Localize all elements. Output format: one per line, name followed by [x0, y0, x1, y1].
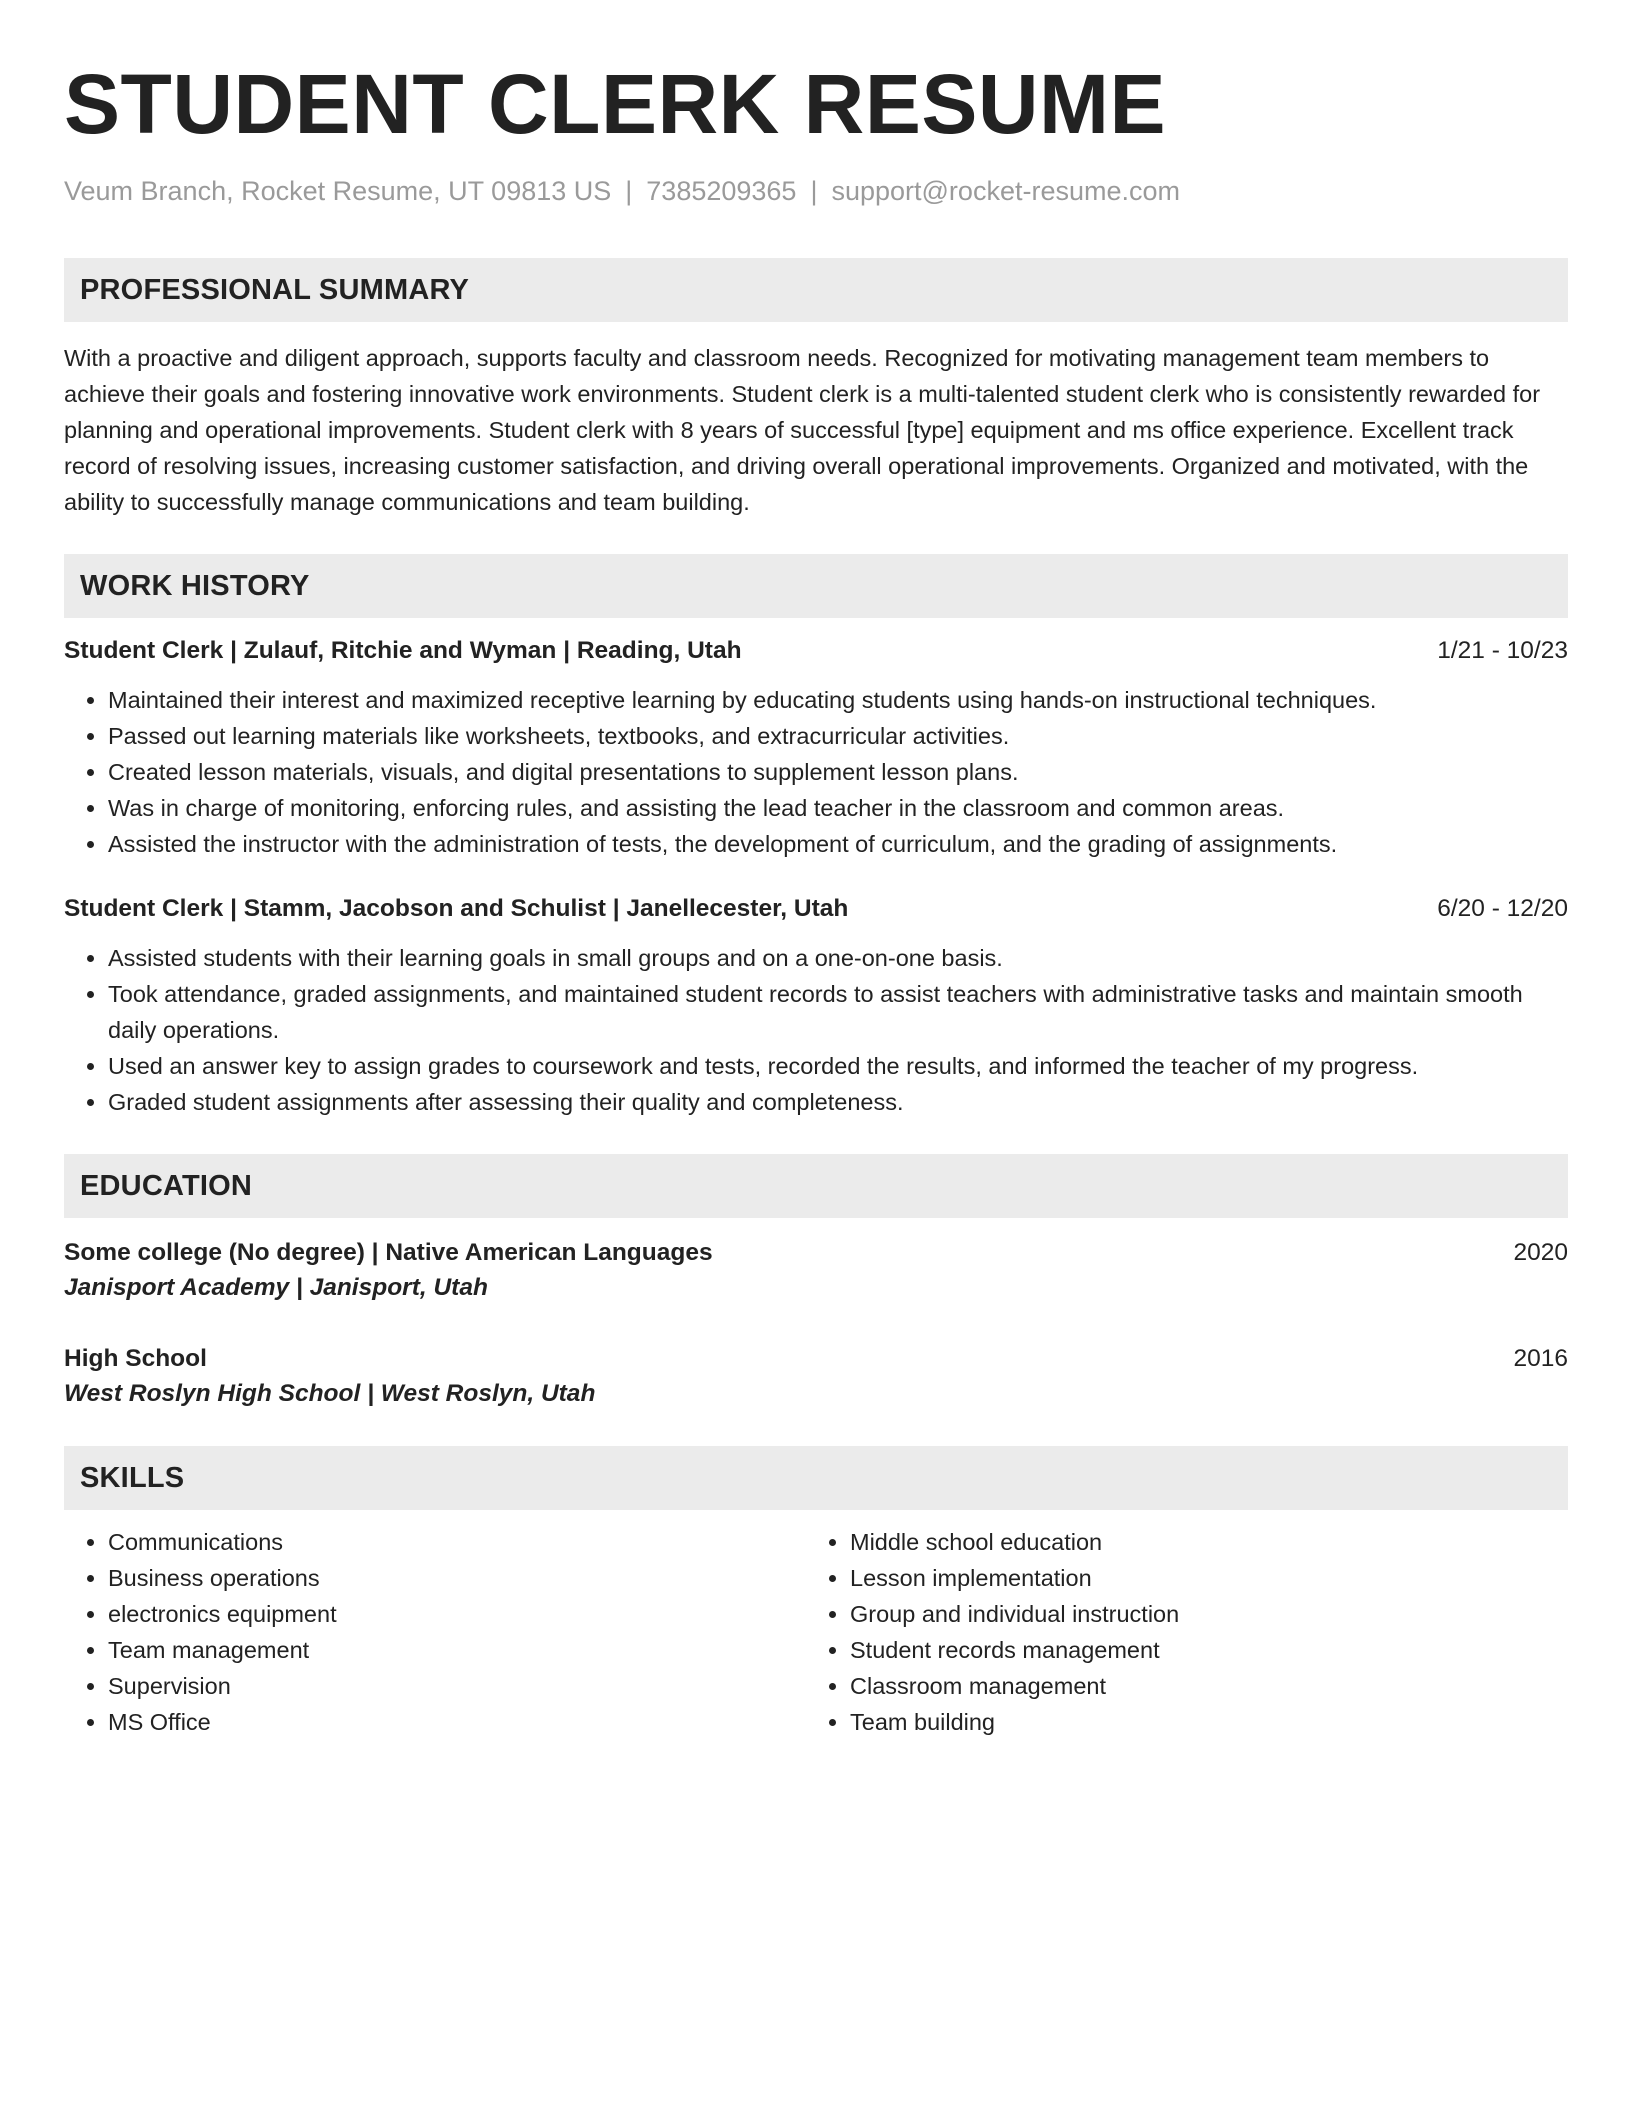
- job-bullet: • Assisted the instructor with the administration of tests, the development of curriculum, and the grading of assignments.: [108, 826, 1568, 862]
- skill-item: • Supervision: [108, 1668, 806, 1704]
- job-bullet: • Took attendance, graded assignments, and maintained student records to assist teachers with administrative tasks and maintain smooth daily operations.: [108, 976, 1568, 1048]
- education-school: West Roslyn High School | West Roslyn, Utah: [64, 1380, 596, 1407]
- section-heading: PROFESSIONAL SUMMARY: [80, 273, 470, 306]
- skill-item: • electronics equipment: [108, 1596, 806, 1632]
- summary-section-header: [64, 258, 1568, 322]
- education-section-header: [64, 1154, 1568, 1218]
- skill-item: • Business operations: [108, 1560, 806, 1596]
- job-header: [64, 634, 1568, 668]
- education-school: Janisport Academy | Janisport, Utah: [64, 1274, 488, 1301]
- education-year: 2016: [1513, 1345, 1568, 1372]
- summary-text: With a proactive and diligent approach, supports faculty and classroom needs. Recognized for motivating management team members to achieve their goals and fostering innovative work environments. Student clerk is a multi-talented student clerk who is consistently rewarded for planning and operational improvements. Student clerk with 8 years of successful [type] equipment and ms office experience. Excellent track record of resolving issues, increasing customer satisfaction, and driving overall operational improvements. Organized and motivated, with the ability to successfully manage communications and team building.: [64, 345, 1541, 515]
- job-bullet: • Was in charge of monitoring, enforcing rules, and assisting the lead teacher in the classroom and common areas.: [108, 790, 1568, 826]
- skills-columns: [64, 1524, 1568, 1740]
- section-heading: WORK HISTORY: [80, 569, 310, 602]
- job-dates: 6/20 - 12/20: [1437, 895, 1568, 922]
- job-bullet: • Graded student assignments after assessing their quality and completeness.: [108, 1084, 1568, 1120]
- education-degree: High School: [64, 1345, 207, 1372]
- job-title-line: Student Clerk | Zulauf, Ritchie and Wyman | Reading, Utah: [64, 637, 742, 664]
- job-dates: 1/21 - 10/23: [1437, 637, 1568, 664]
- contact-line: [64, 174, 1568, 208]
- skills-section-header: [64, 1446, 1568, 1510]
- resume-title: STUDENT CLERK RESUME: [64, 57, 1167, 151]
- contact-separator: |: [625, 176, 633, 206]
- section-heading: EDUCATION: [80, 1169, 253, 1202]
- skill-item: • Lesson implementation: [850, 1560, 1568, 1596]
- job-header: [64, 892, 1568, 926]
- contact-email: support@rocket-resume.com: [831, 176, 1180, 206]
- skill-item: • Group and individual instruction: [850, 1596, 1568, 1632]
- skill-item: • Team management: [108, 1632, 806, 1668]
- job-entry: [64, 634, 1568, 862]
- education-year: 2020: [1513, 1239, 1568, 1266]
- section-heading: SKILLS: [80, 1461, 185, 1494]
- job-entry: [64, 892, 1568, 1120]
- skill-item: • Middle school education: [850, 1524, 1568, 1560]
- education-degree: Some college (No degree) | Native American Languages: [64, 1239, 713, 1266]
- education-entry: [64, 1236, 1568, 1306]
- contact-separator: |: [810, 176, 818, 206]
- job-bullet: • Assisted students with their learning goals in small groups and on a one-on-one basis.: [108, 940, 1568, 976]
- job-bullet: • Created lesson materials, visuals, and digital presentations to supplement lesson plans.: [108, 754, 1568, 790]
- skill-item: • Student records management: [850, 1632, 1568, 1668]
- education-header: [64, 1342, 1568, 1376]
- job-bullet: • Maintained their interest and maximized receptive learning by educating students using hands-on instructional techniques.: [108, 682, 1568, 718]
- education-entry: [64, 1342, 1568, 1412]
- contact-phone: 7385209365: [646, 176, 797, 206]
- job-bullet: • Passed out learning materials like worksheets, textbooks, and extracurricular activities.: [108, 718, 1568, 754]
- work-history-section-header: [64, 554, 1568, 618]
- education-header: [64, 1236, 1568, 1270]
- job-bullet: • Used an answer key to assign grades to coursework and tests, recorded the results, and informed the teacher of my progress.: [108, 1048, 1568, 1084]
- skill-item: • Classroom management: [850, 1668, 1568, 1704]
- job-bullet-list: [64, 682, 1568, 862]
- contact-address: Veum Branch, Rocket Resume, UT 09813 US: [64, 176, 612, 206]
- skills-list-right: [806, 1524, 1568, 1740]
- job-bullet-list: [64, 940, 1568, 1120]
- skills-list-left: [64, 1524, 806, 1740]
- job-title-line: Student Clerk | Stamm, Jacobson and Schulist | Janellecester, Utah: [64, 895, 849, 922]
- skill-item: • Communications: [108, 1524, 806, 1560]
- skill-item: • MS Office: [108, 1704, 806, 1740]
- skill-item: • Team building: [850, 1704, 1568, 1740]
